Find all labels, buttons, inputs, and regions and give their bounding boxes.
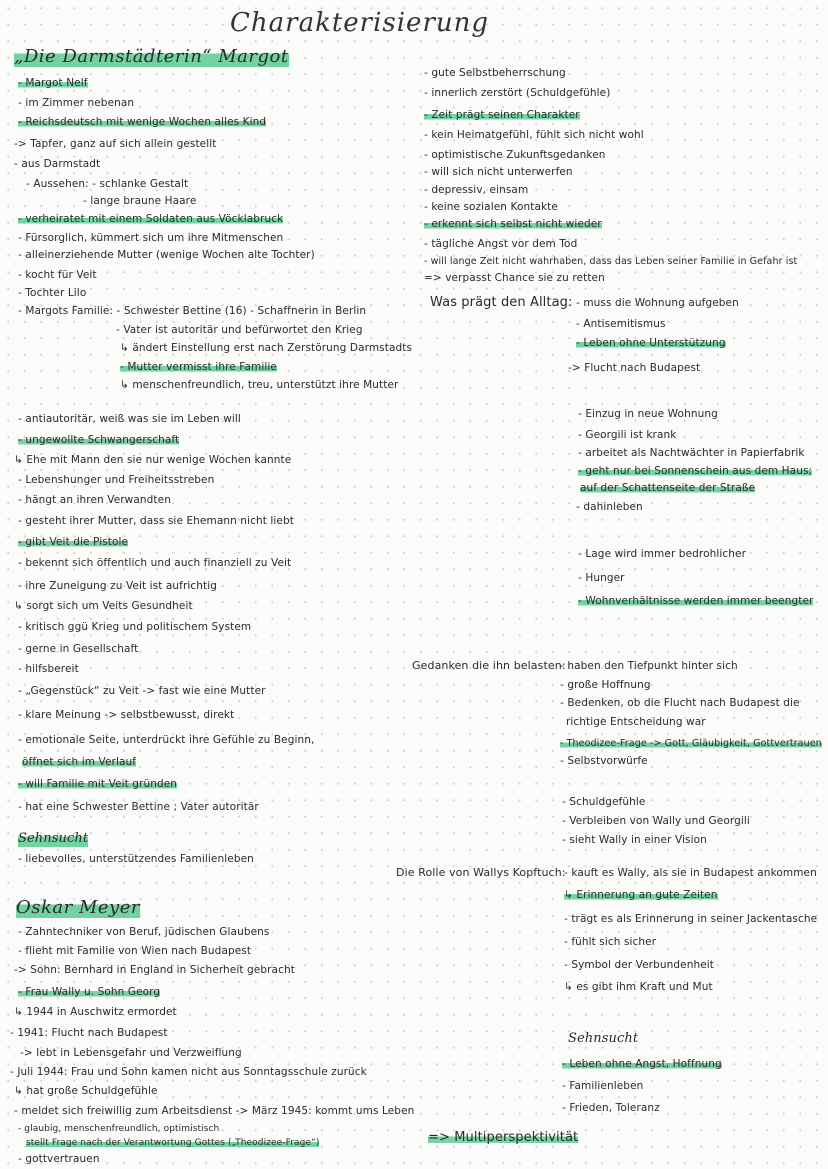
margot-line: - Vater ist autoritär und befürwortet den Krieg xyxy=(116,324,363,336)
margot-line: ↳ sorgt sich um Veits Gesundheit xyxy=(14,600,193,612)
rolle-line: - Symbol der Verbundenheit xyxy=(564,959,715,971)
margot-sehnsucht-line: - liebevolles, unterstützendes Familienleben xyxy=(18,853,254,865)
margot-line: - gesteht ihrer Mutter, dass sie Ehemann nicht liebt xyxy=(18,515,294,527)
right-line: - gute Selbstbeherrschung xyxy=(424,67,566,79)
oskar-line: ↳ 1944 in Auschwitz ermordet xyxy=(14,1006,177,1018)
margot-line: ↳ menschenfreundlich, treu, unterstützt ihre Mutter xyxy=(120,379,399,391)
page-title: Charakterisierung xyxy=(230,8,490,38)
margot-line: - Lebenshunger und Freiheitsstreben xyxy=(18,474,215,486)
alltag-line: -> Flucht nach Budapest xyxy=(568,362,701,374)
right-sehnsucht-line: - Frieden, Toleranz xyxy=(562,1102,660,1114)
margot-line: - bekennt sich öffentlich und auch finanziell zu Veit xyxy=(18,557,292,569)
oskar-line: - Frau Wally u. Sohn Georg xyxy=(18,986,161,998)
alltag-line: - Georgili ist krank xyxy=(578,429,677,441)
rolle-line: - kauft es Wally, als sie in Budapest ankommen xyxy=(564,867,817,879)
rolle-line: ↳ es gibt ihm Kraft und Mut xyxy=(564,981,713,993)
right-sehnsucht-line: - Leben ohne Angst, Hoffnung xyxy=(562,1058,722,1070)
oskar-line: -> lebt in Lebensgefahr und Verzweiflung xyxy=(20,1047,242,1059)
alltag-line: - Leben ohne Unterstützung xyxy=(576,337,726,349)
right-line: - will lange Zeit nicht wahrhaben, dass das Leben seiner Familie in Gefahr ist xyxy=(424,256,798,267)
margot-line: - alleinerziehende Mutter (wenige Wochen alte Tochter) xyxy=(18,249,315,261)
rolle-label: Die Rolle von Wallys Kopftuch: xyxy=(396,866,566,879)
alltag-line: - Hunger xyxy=(578,572,625,584)
margot-sehnsucht-heading: Sehnsucht xyxy=(18,831,89,846)
oskar-line: - Juli 1944: Frau und Sohn kamen nicht aus Sonntagsschule zurück xyxy=(10,1066,367,1078)
margot-line: - Reichsdeutsch mit wenige Wochen alles Kind xyxy=(18,116,267,128)
right-sehnsucht-heading: Sehnsucht xyxy=(568,1031,639,1046)
margot-line: - lange braune Haare xyxy=(83,195,197,207)
alltag-line: - Einzug in neue Wohnung xyxy=(578,408,718,420)
margot-line: - antiautoritär, weiß was sie im Leben will xyxy=(18,413,241,425)
gedanken-line: - haben den Tiefpunkt hinter sich xyxy=(560,660,738,672)
gedanken-line: richtige Entscheidung war xyxy=(566,716,706,728)
oskar-heading: Oskar Meyer xyxy=(16,897,140,918)
margot-heading: „Die Darmstädterin“ Margot xyxy=(14,46,289,67)
oskar-line: - flieht mit Familie von Wien nach Budapest xyxy=(18,945,252,957)
margot-line: - hilfsbereit xyxy=(18,663,79,675)
margot-line: öffnet sich im Verlauf xyxy=(22,756,137,768)
margot-line: - ungewollte Schwangerschaft xyxy=(18,434,180,446)
oskar-line: - gottvertrauen xyxy=(18,1153,100,1165)
margot-line: - Margots Familie: - Schwester Bettine (16) - Schaffnerin in Berlin xyxy=(18,305,367,317)
rolle-line: - fühlt sich sicher xyxy=(564,936,657,948)
margot-line: - im Zimmer nebenan xyxy=(18,97,135,109)
right-line: => verpasst Chance sie zu retten xyxy=(424,272,605,284)
oskar-line: - 1941: Flucht nach Budapest xyxy=(10,1027,168,1039)
gedanken-line: - Schuldgefühle xyxy=(562,796,646,808)
oskar-line: -> Sohn: Bernhard in England in Sicherheit gebracht xyxy=(14,964,295,976)
right-line: - keine sozialen Kontakte xyxy=(424,201,558,213)
alltag-line: - Wohnverhältnisse werden immer beengter xyxy=(578,595,814,607)
rolle-line: - trägt es als Erinnerung in seiner Jackentasche xyxy=(564,913,818,925)
margot-line: - Mutter vermisst ihre Familie xyxy=(120,361,277,373)
margot-line: - kritisch ggü Krieg und politischem System xyxy=(18,621,252,633)
rolle-line: ↳ Erinnerung an gute Zeiten xyxy=(564,889,718,901)
oskar-line: - glaubig, menschenfreundlich, optimistisch xyxy=(18,1124,220,1134)
gedanken-label: Gedanken die ihn belasten: xyxy=(412,659,566,672)
margot-line: ↳ Ehe mit Mann den sie nur wenige Wochen kannte xyxy=(14,454,292,466)
oskar-line: - Zahntechniker von Beruf, jüdischen Glaubens xyxy=(18,926,270,938)
oskar-line: ↳ hat große Schuldgefühle xyxy=(14,1085,158,1097)
margot-line: - verheiratet mit einem Soldaten aus Vöcklabruck xyxy=(18,213,284,225)
alltag-line: - muss die Wohnung aufgeben xyxy=(576,297,739,309)
right-sehnsucht-line: - Familienleben xyxy=(562,1080,644,1092)
oskar-line: - meldet sich freiwillig zum Arbeitsdienst -> März 1945: kommt ums Leben xyxy=(14,1105,415,1117)
margot-line: - Tochter Lilo xyxy=(18,287,87,299)
alltag-line: - Lage wird immer bedrohlicher xyxy=(578,548,746,560)
margot-line: - gibt Veit die Pistole xyxy=(18,536,129,548)
margot-line: - Fürsorglich, kümmert sich um ihre Mitmenschen xyxy=(18,232,284,244)
gedanken-line: - große Hoffnung xyxy=(560,679,651,691)
right-line: - erkennt sich selbst nicht wieder xyxy=(424,218,602,230)
margot-line: - emotionale Seite, unterdrückt ihre Gefühle zu Beginn, xyxy=(18,734,315,746)
oskar-line: stellt Frage nach der Verantwortung Gottes („Theodizee-Frage“) xyxy=(26,1138,320,1148)
margot-line: - will Familie mit Veit gründen xyxy=(18,778,178,790)
margot-line: - kocht für Veit xyxy=(18,269,97,281)
margot-line: - hängt an ihren Verwandten xyxy=(18,494,171,506)
margot-line: - hat eine Schwester Bettine ; Vater autoritär xyxy=(18,801,259,813)
right-line: - Zeit prägt seinen Charakter xyxy=(424,109,580,121)
alltag-label: Was prägt den Alltag: xyxy=(430,295,573,310)
margot-line: - gerne in Gesellschaft xyxy=(18,643,139,655)
alltag-line: - Antisemitismus xyxy=(576,318,666,330)
margot-line: - Aussehen: - schlanke Gestalt xyxy=(26,178,189,190)
alltag-line: - geht nur bei Sonnenschein aus dem Haus; xyxy=(578,465,813,477)
margot-line: - klare Meinung -> selbstbewusst, direkt xyxy=(18,709,235,721)
right-line: - depressiv, einsam xyxy=(424,184,529,196)
gedanken-line: - Selbstvorwürfe xyxy=(560,755,648,767)
gedanken-line: - Theodizee-Frage -> Gott, Gläubigkeit, Gottvertrauen xyxy=(560,738,822,749)
gedanken-line: - sieht Wally in einer Vision xyxy=(562,834,707,846)
right-line: - will sich nicht unterwerfen xyxy=(424,166,573,178)
margot-line: - ihre Zuneigung zu Veit ist aufrichtig xyxy=(18,580,218,592)
margot-line: - „Gegenstück“ zu Veit -> fast wie eine Mutter xyxy=(18,685,266,697)
margot-line: -> Tapfer, ganz auf sich allein gestellt xyxy=(14,138,217,150)
gedanken-line: - Bedenken, ob die Flucht nach Budapest die xyxy=(560,697,800,709)
right-line: - tägliche Angst vor dem Tod xyxy=(424,238,578,250)
gedanken-line: - Verbleiben von Wally und Georgili xyxy=(562,815,750,827)
right-line: - innerlich zerstört (Schuldgefühle) xyxy=(424,87,611,99)
footer-conclusion: => Multiperspektivität xyxy=(428,1130,579,1145)
margot-line: - Margot Nelf xyxy=(18,77,88,89)
alltag-line: - arbeitet als Nachtwächter in Papierfabrik xyxy=(578,447,805,459)
alltag-line: auf der Schattenseite der Straße xyxy=(580,482,756,494)
right-line: - optimistische Zukunftsgedanken xyxy=(424,149,606,161)
margot-line: ↳ ändert Einstellung erst nach Zerstörung Darmstadts xyxy=(120,342,413,354)
alltag-line: - dahinleben xyxy=(576,501,643,513)
margot-line: - aus Darmstadt xyxy=(14,158,101,170)
right-line: - kein Heimatgefühl, fühlt sich nicht wohl xyxy=(424,129,644,141)
